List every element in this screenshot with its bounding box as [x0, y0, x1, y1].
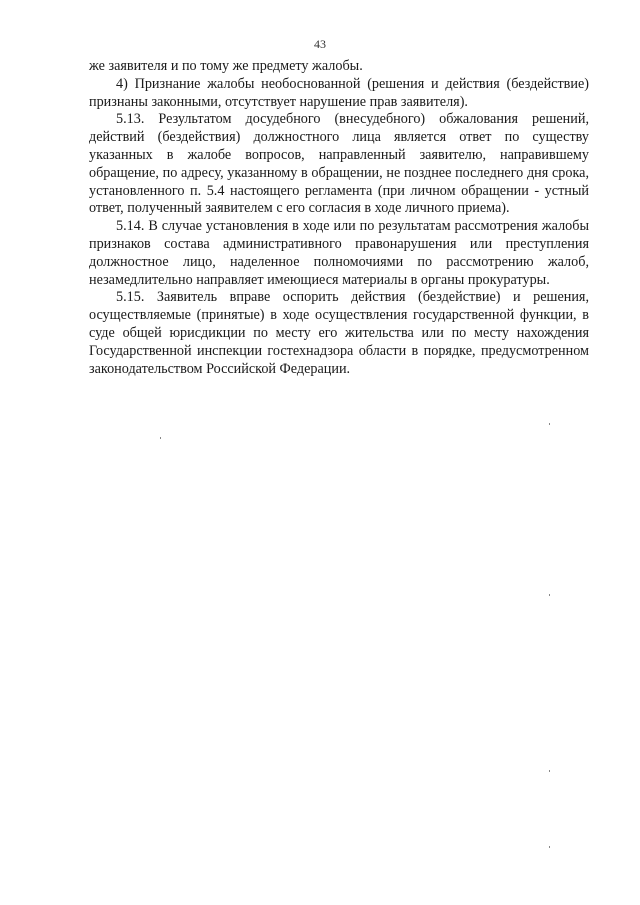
scan-speck — [549, 846, 550, 848]
paragraph-5-15: 5.15. Заявитель вправе оспорить действия (бездействие) и решения, осуществляемые (принятые) в ходе осуществления государственной функции, в суде общей юрисдикции по месту его жительства или по месту нахождения Государственной инспекции гостехнадзора области в порядке, предусмотренном законодательством Российской Федерации. — [89, 289, 589, 377]
scan-speck — [549, 423, 550, 425]
paragraph-5-13: 5.13. Результатом досудебного (внесудебного) обжалования решений, действий (бездействия) должностного лица является ответ по существу указанных в жалобе вопросов, направленный заявителю, направившему обращение, по адресу, указанному в обращении, не позднее последнего дня срока, установленного п. 5.4 настоящего регламента (при личном обращении - устный ответ, полученный заявителем с его согласия в ходе личного приема). — [89, 111, 589, 217]
paragraph-item-4: 4) Признание жалобы необоснованной (решения и действия (бездействие) признаны законными, отсутствует нарушение прав заявителя). — [89, 75, 589, 110]
paragraph-5-14: 5.14. В случае установления в ходе или по результатам рассмотрения жалобы признаков состава административного правонарушения или преступления должностное лицо, наделенное полномочиями по рассмотрению жалоб, незамедлительно направляет имеющиеся материалы в органы прокуратуры. — [89, 218, 589, 288]
scan-speck — [160, 437, 161, 439]
scan-speck — [549, 770, 550, 772]
document-body — [89, 58, 589, 378]
scan-speck — [549, 594, 550, 596]
page-number: 43 — [314, 37, 326, 51]
paragraph-continuation: же заявителя и по тому же предмету жалобы. — [89, 58, 363, 74]
